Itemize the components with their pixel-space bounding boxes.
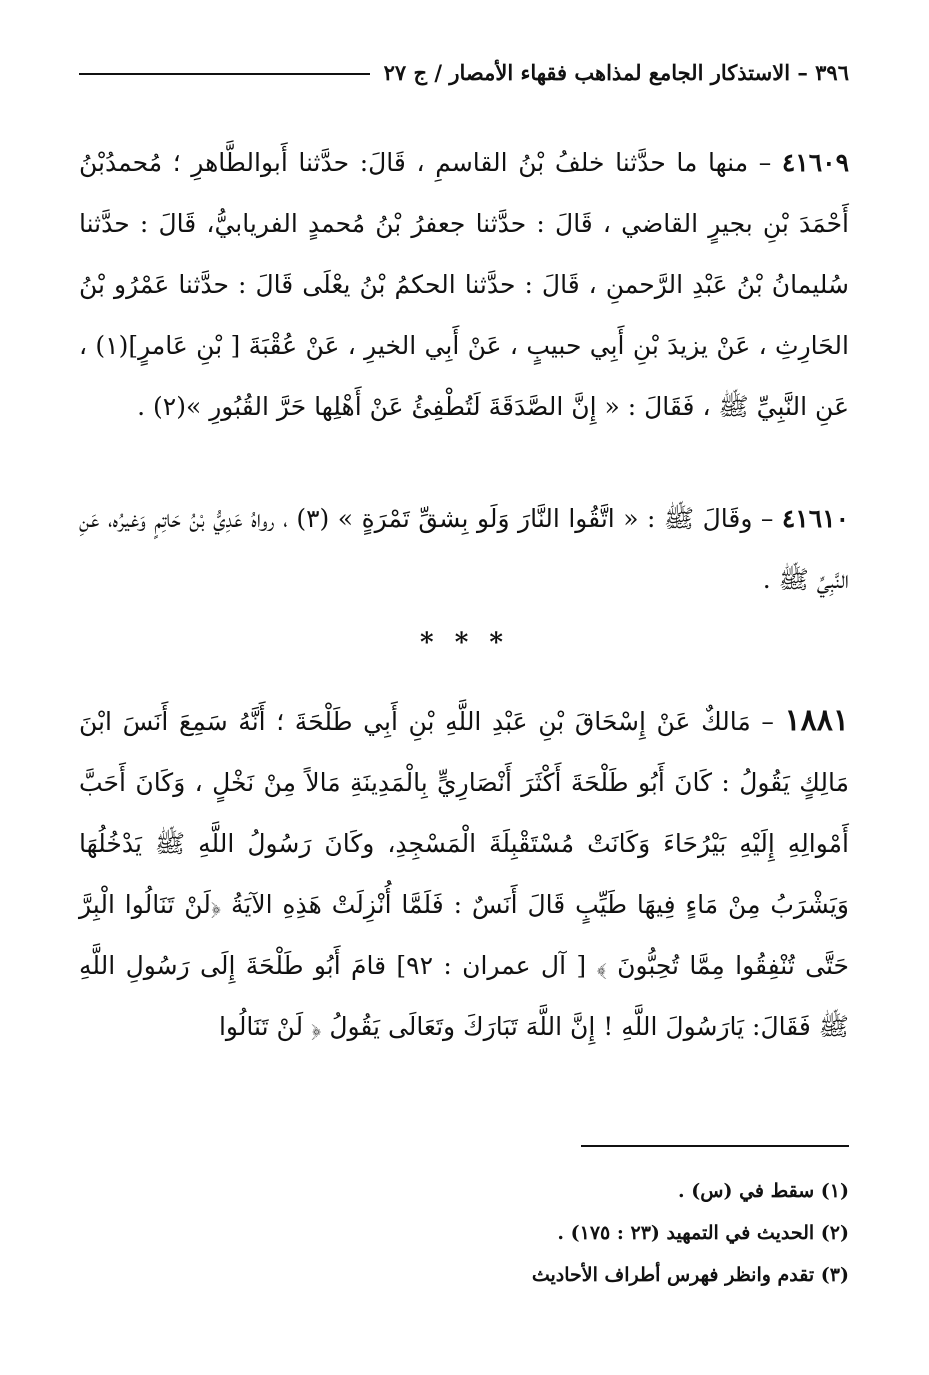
footnotes: [79, 1170, 849, 1296]
running-title: ٣٩٦ – الاستذكار الجامع لمذاهب فقهاء الأمصار / ج ٢٧: [383, 59, 849, 85]
running-header: [79, 52, 849, 92]
hadith-block-4160: [79, 132, 849, 437]
header-rule: [79, 73, 370, 75]
footnote: (٢) الحديث في التمهيد (٢٣ : ١٧٥) .: [557, 1222, 849, 1244]
entry-number: ٤١٦١٠: [781, 504, 850, 533]
footnote: (٣) تقدم وانظر فهرس أطراف الأحاديث: [531, 1264, 849, 1286]
entry-number: ١٨٨١: [784, 703, 849, 738]
entry-paragraph: [79, 690, 849, 1057]
entry-text: – وقَالَ ﷺ : « اتَّقُوا النَّارَ وَلَو بِشقِّ تَمْرَةٍ » (٣) ، رواهُ عَدِيُّ بْنُ حَاتِمٍ وَغيرُه، عَنِ النَّبِيِّ ﷺ .: [79, 504, 849, 594]
section-separator: * * *: [420, 628, 509, 658]
footnote: (١) سقط في (س) .: [678, 1180, 849, 1202]
entry-paragraph: [79, 132, 849, 437]
main-entry-block: [79, 690, 849, 1057]
entry-paragraph: [79, 488, 849, 610]
entry-text: – مَالكٌ عَنْ إِسْحَاقَ بْنِ عَبْدِ اللَّهِ بْنِ أَبِي طَلْحَةَ ؛ أَنَّهُ سَمِعَ أَنَسَ ابْنَ مَالِكٍ يَقُولُ : كَانَ أَبُو طَلْحَةَ أَكْثَرَ أَنْصَارِيٍّ بِالْمَدِينَةِ مَالاً مِنْ نَخْلٍ ، وَكَانَ أَحَبَّ أَمْوالِهِ إِلَيْهِ بَيْرُحَاءَ وَكَانَتْ مُسْتَقْبِلَةَ الْمَسْجِدِ، وكَانَ رَسُولُ اللَّهِ ﷺ يَدْخُلُهَا وَيَشْرَبُ مِنْ مَاءٍ فِيهَا طَيِّبٍ قَالَ أَنَسٌ : فَلَمَّا أُنْزِلَتْ هَذِهِ الآيَةُ ﴿لَنْ تَنَالُوا الْبِرَّ حَتَّى تُنْفِقُوا مِمَّا تُحِبُّونَ ﴾ [ آل عمران : ٩٢] قامَ أَبُو طَلْحَةَ إِلَى رَسُولِ اللَّهِ ﷺ فَقَالَ: يَارَسُولَ اللَّهِ ! إِنَّ اللَّهَ تَبَارَكَ وتَعَالَى يَقُولُ ﴿ لَنْ تَنَالُوا: [79, 707, 849, 1041]
entry-number: ٤١٦٠٩: [781, 148, 849, 177]
entry-text: – منها ما حدَّثنا خلفُ بْنُ القاسمِ ، قَالَ: حدَّثنا أَبوالطَّاهرِ ؛ مُحمدُبْنُ أَحْمَدَ بْنِ بجيرٍ القاضي ، قَالَ : حدَّثنا جعفرُ بْنُ مُحمدٍ الفريابيُّ، قَالَ : حدَّثنا سُليمانُ بْنُ عَبْدِ الرَّحمنِ ، قَالَ : حدَّثنا الحكمُ بْنُ يعْلَى قَالَ : حدَّثنا عَمْرُو بْنُ الحَارِثِ ، عَنْ يزيدَ بْنِ أَبِي حبيبٍ ، عَنْ أَبِي الخيرِ ، عَنْ عُقْبَةَ [ بْنِ عَامرٍ](١) ، عَنِ النَّبِيِّ ﷺ ، فَقَالَ : « إِنَّ الصَّدَقَةَ لَتُطْفِئُ عَنْ أَهْلِها حَرَّ القُبُورِ »(٢) .: [79, 148, 849, 421]
hadith-block-4161: [79, 488, 849, 610]
footnote-rule: [581, 1145, 849, 1147]
